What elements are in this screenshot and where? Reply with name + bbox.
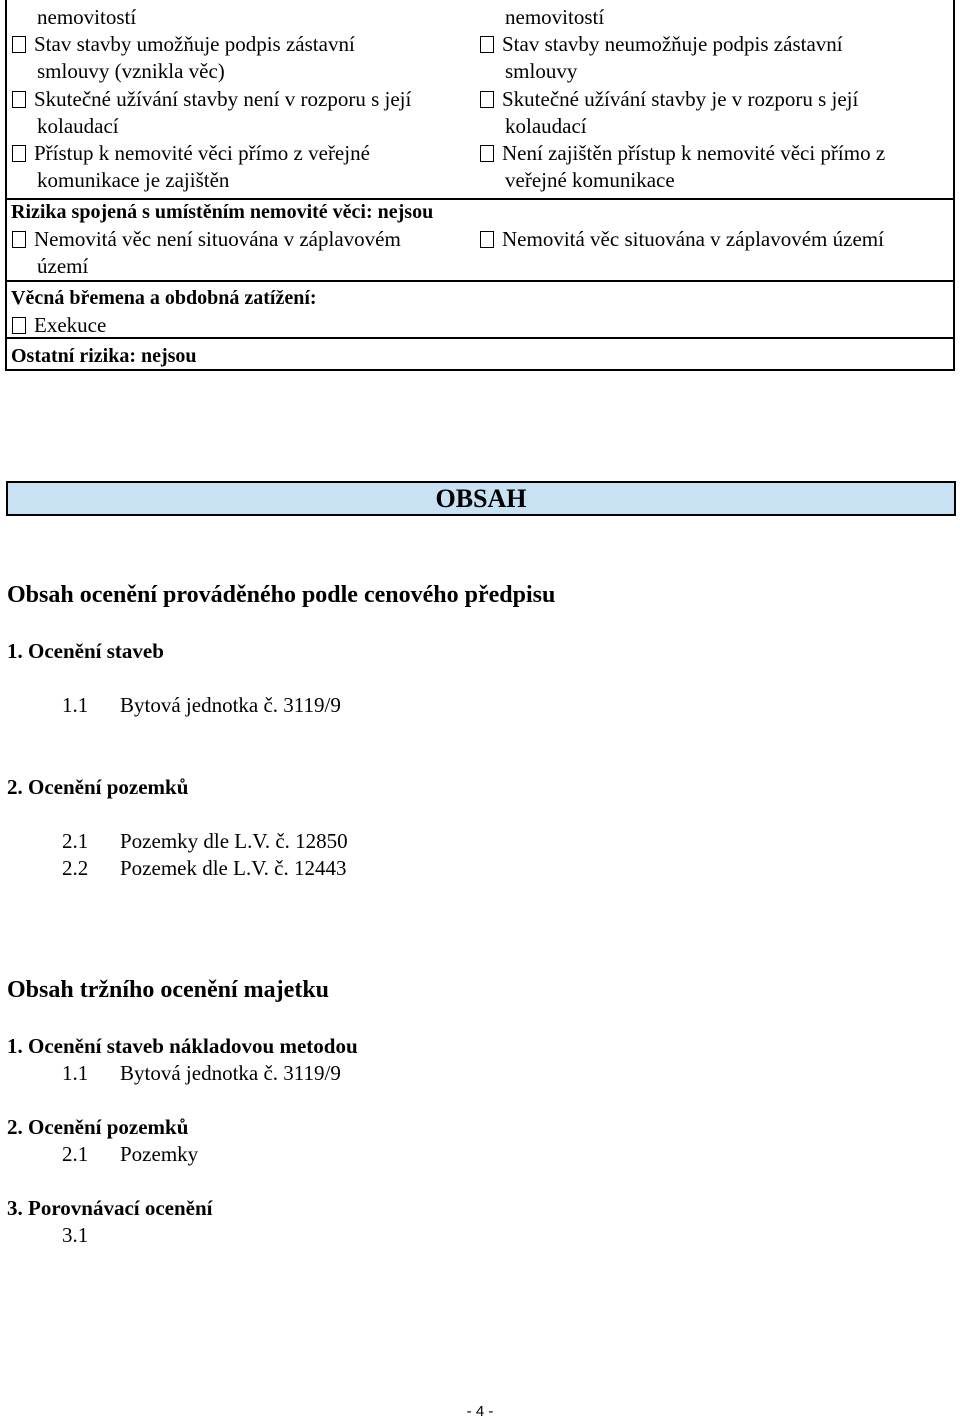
table-divider — [5, 337, 955, 339]
s1-item-3 — [62, 855, 347, 882]
s1-item-2 — [62, 828, 348, 855]
col2-option-3-cont: veřejné komunikace — [505, 168, 675, 192]
option-label: Stav stavby neumožňuje podpis zástavní — [502, 32, 843, 56]
item-text: Pozemek dle L.V. č. 12443 — [120, 856, 347, 880]
item-number: 2.1 — [62, 829, 89, 853]
col2-option-3[interactable] — [480, 140, 885, 167]
item-text: Pozemky dle L.V. č. 12850 — [120, 829, 348, 853]
burdens-option[interactable] — [12, 312, 106, 339]
col1-option-2[interactable] — [12, 86, 411, 113]
checkbox-icon — [12, 91, 26, 108]
col1-option-2-cont: kolaudací — [37, 114, 119, 138]
flood-option-right[interactable] — [480, 226, 884, 253]
item-number: 1.1 — [62, 693, 89, 717]
s1-item-1 — [62, 692, 341, 719]
item-text: Pozemky — [120, 1142, 199, 1166]
option-label: Není zajištěn přístup k nemovité věci přímo z — [502, 141, 886, 165]
other-risks: Ostatní rizika: nejsou — [11, 345, 197, 367]
checkbox-icon — [12, 317, 26, 334]
checkbox-icon — [480, 36, 494, 53]
s2-item-1 — [62, 1060, 341, 1087]
burdens-heading: Věcná břemena a obdobná zatížení: — [11, 287, 317, 309]
col1-option-1-cont: smlouvy (vznikla věc) — [37, 59, 225, 83]
option-label: Nemovitá věc situována v záplavovém území — [502, 227, 884, 251]
col2-line0: nemovitostí — [505, 5, 605, 29]
checkbox-icon — [480, 145, 494, 162]
col2-option-1-cont: smlouvy — [505, 59, 578, 83]
col2-option-1[interactable] — [480, 31, 843, 58]
item-number: 1.1 — [62, 1061, 89, 1085]
col1-option-3[interactable] — [12, 140, 370, 167]
s2-item-3 — [62, 1222, 120, 1249]
s2-heading-3: 3. Porovnávací ocenění — [7, 1196, 213, 1220]
section1-title: Obsah ocenění prováděného podle cenového předpisu — [7, 582, 556, 608]
item-number: 2.1 — [62, 1142, 89, 1166]
option-label: Exekuce — [34, 313, 107, 337]
item-number: 3.1 — [62, 1223, 89, 1247]
checkbox-icon — [12, 145, 26, 162]
col1-option-1[interactable] — [12, 31, 355, 58]
checkbox-icon — [480, 91, 494, 108]
page-number: - 4 - — [466, 1403, 494, 1420]
rizika-heading: Rizika spojená s umístěním nemovité věci: nejsou — [11, 201, 434, 223]
option-label: Stav stavby umožňuje podpis zástavní — [34, 32, 355, 56]
s1-heading-2: 2. Ocenění pozemků — [7, 775, 189, 799]
s1-heading-1: 1. Ocenění staveb — [7, 639, 164, 663]
s2-item-2 — [62, 1141, 198, 1168]
flood-option-left[interactable] — [12, 226, 401, 253]
section2-title: Obsah tržního ocenění majetku — [7, 977, 330, 1003]
option-label: Skutečné užívání stavby není v rozporu s její — [34, 87, 412, 111]
item-text: Bytová jednotka č. 3119/9 — [120, 693, 341, 717]
s2-heading-1: 1. Ocenění staveb nákladovou metodou — [7, 1034, 358, 1058]
s2-heading-2: 2. Ocenění pozemků — [7, 1115, 189, 1139]
item-number: 2.2 — [62, 856, 89, 880]
option-label: Přístup k nemovité věci přímo z veřejné — [34, 141, 370, 165]
checkbox-icon — [480, 231, 494, 248]
option-label: Skutečné užívání stavby je v rozporu s její — [502, 87, 859, 111]
flood-option-left-cont: území — [37, 254, 89, 278]
obsah-banner: OBSAH — [6, 481, 956, 516]
col1-line0: nemovitostí — [37, 5, 137, 29]
checkbox-icon — [12, 231, 26, 248]
option-label: Nemovitá věc není situována v záplavovém — [34, 227, 401, 251]
col2-option-2-cont: kolaudací — [505, 114, 587, 138]
item-text: Bytová jednotka č. 3119/9 — [120, 1061, 341, 1085]
col2-option-2[interactable] — [480, 86, 858, 113]
checkbox-icon — [12, 36, 26, 53]
col1-option-3-cont: komunikace je zajištěn — [37, 168, 230, 192]
table-divider — [5, 280, 955, 282]
